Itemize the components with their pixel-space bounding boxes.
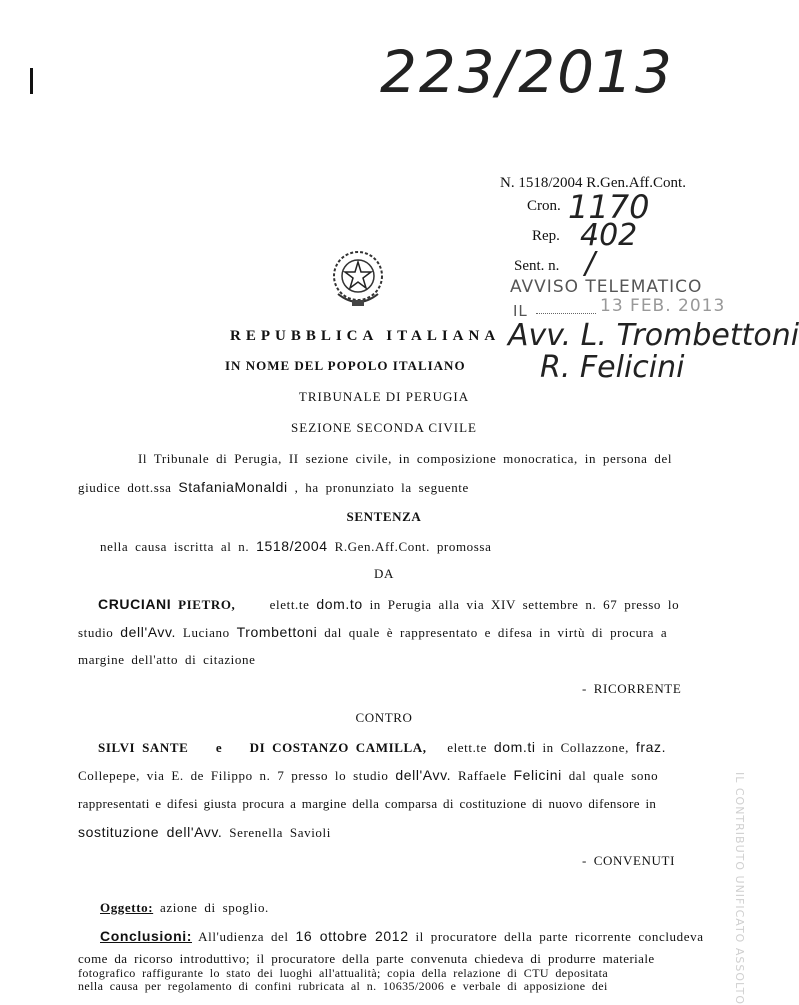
popolo-heading: IN NOME DEL POPOLO ITALIANO (225, 358, 466, 373)
causa-line (100, 538, 491, 555)
contro-heading: CONTRO (355, 710, 413, 725)
conclusioni-line-4: nella causa per regolamento di confini rubricata al n. 10635/2006 e verbale di apposizione dei (78, 979, 608, 993)
da-heading: DA (374, 566, 394, 581)
convenuto-1-name: SILVI SANTE (98, 740, 189, 755)
convenuti-line-1 (98, 739, 666, 756)
oggetto-text: azione di spoglio. (160, 900, 269, 915)
ricorrente-address: in Perugia alla via XIV settembre n. 67 presso lo (369, 597, 680, 612)
ricorrente-avv-name: Trombettoni (236, 624, 318, 640)
conclusioni-line-1 (100, 928, 704, 945)
causa-suffix: R.Gen.Aff.Cont. promossa (334, 539, 492, 554)
stamp-il: IL (513, 302, 528, 320)
rep-value: 402 (580, 218, 638, 253)
convenuti-address: Collepepe, via E. de Filippo n. 7 presso lo studio (78, 768, 389, 783)
ricorrente-studio: studio (78, 625, 114, 640)
rep-label: Rep. (532, 228, 560, 244)
sezione-heading: SEZIONE SECONDA CIVILE (291, 420, 477, 435)
ricorrente-line-1 (98, 596, 679, 613)
ricorrente-line-2 (78, 624, 667, 641)
conclusioni-label: Conclusioni: (100, 928, 192, 944)
ricorrente-surname: CRUCIANI (98, 596, 172, 612)
convenuti-collazzone: in Collazzone, (542, 740, 629, 755)
causa-prefix: nella causa iscritta al n. (100, 539, 250, 554)
sentenza-heading: SENTENZA (346, 509, 422, 524)
republic-heading: REPUBBLICA ITALIANA (230, 328, 501, 344)
conclusioni-line-3: fotografico raffigurante lo stato dei luoghi all'attualità; copia della relazione di CTU depositata (78, 966, 609, 980)
stamp-date: 13 FEB. 2013 (600, 296, 726, 316)
convenuti-elett: elett.te (447, 740, 488, 755)
cron-label: Cron. (527, 198, 561, 214)
ricorrente-line-3: margine dell'atto di citazione (78, 652, 256, 667)
intro-line-1: Il Tribunale di Perugia, II sezione civile, in composizione monocratica, in persona del (138, 451, 673, 466)
conclusioni-line-2: come da ricorso introduttivo; il procuratore della parte convenuta chiedeva di produrre materiale (78, 951, 655, 966)
intro-line-2 (78, 479, 469, 496)
margin-mark (30, 68, 33, 94)
ricorrente-dellavv: dell'Avv. (120, 624, 177, 640)
stamp-dots (536, 313, 596, 314)
convenuti-fraz: fraz. (635, 739, 667, 755)
convenuti-avv-name: Felicini (513, 767, 562, 783)
convenuti-sono: dal quale sono (568, 768, 659, 783)
causa-number: 1518/2004 (256, 538, 328, 554)
sent-value: / (585, 246, 596, 281)
convenuto-2-name: DI COSTANZO CAMILLA, (249, 740, 427, 755)
ricorrente-procura: dal quale è rappresentato e difesa in virtù di procura a (324, 625, 668, 640)
ricorrente-firstname: PIETRO, (178, 597, 236, 612)
convenuti-line-3: rappresentati e difesi giusta procura a margine della comparsa di costituzione di nuovo difensore in (78, 796, 657, 811)
side-stamp-text: IL CONTRIBUTO UNIFICATO ASSOLTO (733, 772, 746, 1005)
convenuti-line-4 (78, 824, 331, 841)
intro-text-a: giudice dott.ssa (78, 480, 172, 495)
convenuti-dellavv: dell'Avv. (395, 767, 452, 783)
convenuti-line-2 (78, 767, 658, 784)
registry-number: N. 1518/2004 R.Gen.Aff.Cont. (500, 175, 686, 191)
handwritten-avv-note-2: R. Felicini (540, 350, 685, 385)
convenuti-sostituzione: sostituzione dell'Avv. (78, 824, 223, 840)
ricorrente-elett: elett.te (269, 597, 310, 612)
tribunale-heading: TRIBUNALE DI PERUGIA (298, 389, 470, 404)
conclusioni-concludeva: il procuratore della parte ricorrente concludeva (415, 929, 704, 944)
ricorrente-domto: dom.to (316, 596, 363, 612)
convenuti-role: - CONVENUTI (582, 853, 676, 868)
convenuti-raffaele: Raffaele (458, 768, 507, 783)
convenuti-e: e (215, 740, 223, 755)
sent-label: Sent. n. (514, 258, 560, 274)
convenuti-savioli: Serenella Savioli (229, 825, 331, 840)
judge-name: StafaniaMonaldi (178, 479, 288, 495)
handwritten-avv-note: Avv. L. Trombettoni (508, 318, 799, 353)
handwritten-number: 223/2013 (380, 38, 674, 106)
side-stamp-box (676, 772, 766, 1005)
cron-value: 1170 (568, 188, 650, 226)
avviso-stamp: AVVISO TELEMATICO (510, 277, 703, 297)
ricorrente-role: - RICORRENTE (582, 681, 682, 696)
republic-emblem-icon (330, 248, 386, 310)
oggetto-label: Oggetto: (100, 900, 154, 915)
conclusioni-date: 16 ottobre 2012 (295, 928, 409, 944)
oggetto-line (100, 900, 269, 916)
conclusioni-udienza: All'udienza del (198, 929, 289, 944)
convenuti-domti: dom.ti (493, 739, 536, 755)
intro-text-b: , ha pronunziato la seguente (294, 480, 469, 495)
ricorrente-luciano: Luciano (182, 625, 230, 640)
